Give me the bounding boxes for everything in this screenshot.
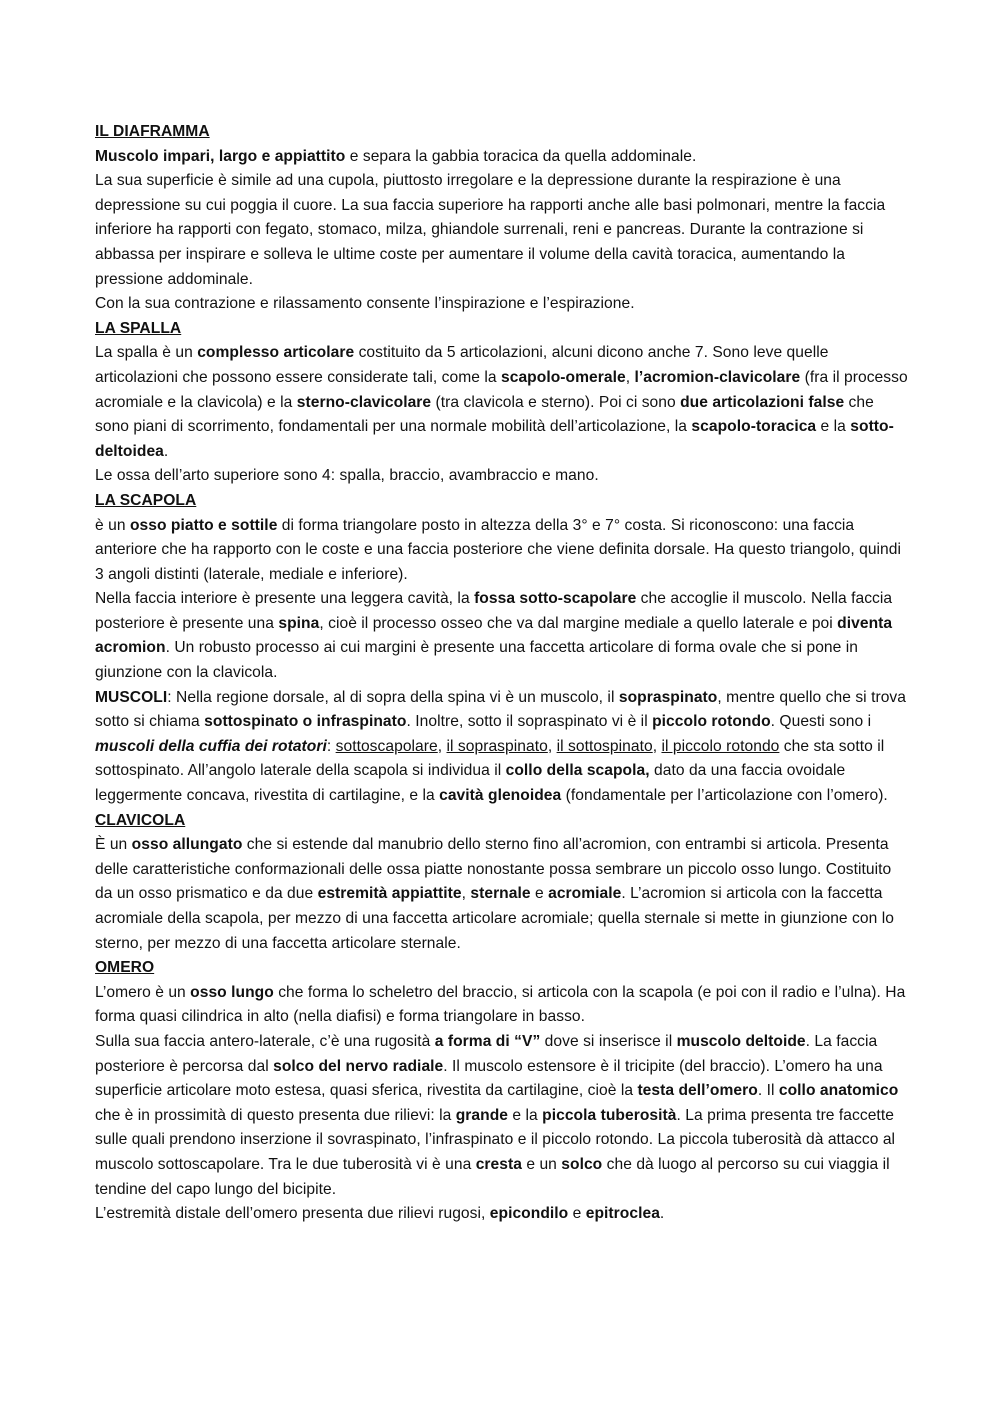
paragraph bbox=[95, 514, 910, 588]
bold-term: collo anatomico bbox=[778, 1082, 899, 1100]
section-heading: LA SPALLA bbox=[95, 319, 182, 337]
bold-term: cresta bbox=[475, 1155, 522, 1173]
bold-term: osso piatto e sottile bbox=[129, 516, 278, 534]
bold-term: acromiale bbox=[548, 885, 622, 903]
bold-term: testa dell’omero bbox=[637, 1082, 758, 1100]
paragraph bbox=[95, 292, 910, 317]
text-run: . bbox=[659, 1205, 665, 1223]
text-run: . Il muscolo estensore è il tricipite (del braccio). L’omero ha una superficie articolare moto estesa, quasi sferica, rivestita da cartilagine, cioè la bbox=[95, 1057, 883, 1100]
bold-term: solco bbox=[561, 1155, 603, 1173]
text-run: : bbox=[326, 737, 336, 755]
text-run: . Un robusto processo ai cui margini è presente una faccetta articolare di forma ovale che si pone in giunzione con la clavicola. bbox=[95, 639, 859, 682]
bold-term: piccola tuberosità bbox=[542, 1106, 677, 1124]
bold-term: scapolo-omerale bbox=[501, 368, 626, 386]
bold-term: cavità glenoidea bbox=[439, 787, 562, 805]
bold-term: osso lungo bbox=[190, 983, 274, 1001]
text-run: dato da una faccia ovoidale leggermente concava, rivestita di cartilagine, e la bbox=[95, 762, 846, 805]
text-run: Sulla sua faccia antero-laterale, c’è una rugosità bbox=[95, 1032, 435, 1050]
bold-term: fossa sotto-scapolare bbox=[474, 590, 637, 608]
text-run: , bbox=[652, 737, 662, 755]
paragraph bbox=[95, 464, 910, 489]
text-run: . Inoltre, sotto il sopraspinato vi è il bbox=[406, 713, 653, 731]
text-run: che sono piani di scorrimento, fondamentali per una normale mobilità dell’articolazione, la bbox=[95, 393, 874, 436]
text-run: è un bbox=[95, 516, 130, 534]
bold-term: complesso articolare bbox=[197, 344, 355, 362]
text-run: : Nella regione dorsale, al di sopra della spina vi è un muscolo, il bbox=[167, 688, 619, 706]
bold-term: sterno-clavicolare bbox=[296, 393, 432, 411]
paragraph bbox=[95, 587, 910, 685]
text-run: , cioè il processo osseo che va dal margine mediale a quello laterale e poi bbox=[319, 614, 838, 632]
bold-term: collo della scapola, bbox=[505, 762, 650, 780]
text-run: e bbox=[530, 885, 549, 903]
section bbox=[95, 956, 910, 1227]
text-run: Le ossa dell’arto superiore sono 4: spalla, braccio, avambraccio e mano. bbox=[95, 467, 599, 485]
bold-term: osso allungato bbox=[131, 836, 243, 854]
bold-term: sopraspinato bbox=[618, 688, 718, 706]
text-run: La spalla è un bbox=[95, 344, 198, 362]
bold-term: epicondilo bbox=[489, 1205, 569, 1223]
text-run: . bbox=[163, 442, 169, 460]
underlined-term: il sopraspinato bbox=[446, 737, 548, 755]
bold-term: estremità appiattite bbox=[317, 885, 462, 903]
text-run: , bbox=[625, 368, 635, 386]
text-run: (fra il processo acromiale e la clavicola) e la bbox=[95, 368, 908, 411]
text-run: . La faccia posteriore è percorsa dal bbox=[95, 1032, 878, 1075]
section-heading: CLAVICOLA bbox=[95, 811, 186, 829]
text-run: La sua superficie è simile ad una cupola, piuttosto irregolare e la depressione durante la respirazione è una depressione su cui poggia il cuore. La sua faccia superiore ha rapporti anche alle basi polmonari, mentre la faccia inferiore ha rapporti con fegato, stomaco, milza, ghiandole surrenali, reni e pancreas. Durante la contrazione si abbassa per inspirare e solleva le ultime coste per aumentare il volume della cavità toracica, aumentando la pressione addominale. bbox=[95, 172, 886, 288]
bold-term: solco del nervo radiale bbox=[273, 1057, 444, 1075]
text-run: Con la sua contrazione e rilassamento consente l’inspirazione e l’espirazione. bbox=[95, 295, 635, 313]
text-run: Nella faccia interiore è presente una leggera cavità, la bbox=[95, 590, 475, 608]
paragraph bbox=[95, 1030, 910, 1202]
section-heading: IL DIAFRAMMA bbox=[95, 123, 210, 140]
text-run: che sta sotto il sottospinato. All’angolo laterale della scapola si individua il bbox=[95, 737, 885, 780]
bold-term: grande bbox=[455, 1106, 509, 1124]
bold-term: due articolazioni false bbox=[680, 393, 845, 411]
text-run: , bbox=[437, 737, 447, 755]
bold-term: spina bbox=[278, 614, 320, 632]
text-run: che è in prossimità di questo presenta due rilievi: la bbox=[95, 1106, 456, 1124]
paragraph bbox=[95, 169, 910, 292]
underlined-term: il sottospinato bbox=[556, 737, 653, 755]
text-run: . Questi sono i bbox=[770, 713, 872, 731]
text-run: . La prima presenta tre faccette sulle quali prendono inserzione il sovraspinato, l’infraspinato e il piccolo rotondo. La piccola tuberosità dà attacco al muscolo sottoscapolare. Tra le due tuberosità vi è una bbox=[95, 1106, 896, 1173]
text-run: dove si inserisce il bbox=[540, 1032, 677, 1050]
text-run: , bbox=[461, 885, 471, 903]
underlined-term: il piccolo rotondo bbox=[661, 737, 780, 755]
text-run: che accoglie il muscolo. Nella faccia posteriore è presente una bbox=[95, 590, 893, 632]
bold-term: piccolo rotondo bbox=[652, 713, 771, 731]
text-run: . L’acromion si articola con la faccetta acromiale della scapola, per mezzo di una faccetta articolare acromiale; quella sternale si mette in giunzione con lo sterno, per mezzo di una faccetta articolare sternale. bbox=[95, 885, 894, 952]
text-run: che dà luogo al percorso su cui viaggia il tendine del capo lungo del bicipite. bbox=[95, 1155, 890, 1198]
text-run: , mentre quello che si trova sotto si chiama bbox=[95, 688, 906, 731]
text-run: costituito da 5 articolazioni, alcuni dicono anche 7. Sono leve quelle articolazioni che possono essere considerate tali, come la bbox=[95, 344, 829, 386]
bold-term: MUSCOLI bbox=[95, 688, 168, 706]
paragraph bbox=[95, 833, 910, 956]
section-heading: LA SCAPOLA bbox=[95, 491, 197, 509]
text-run: , bbox=[547, 737, 557, 755]
paragraph bbox=[95, 686, 910, 809]
text-run: e separa la gabbia toracica da quella addominale. bbox=[345, 147, 697, 165]
text-run: . Il bbox=[757, 1082, 779, 1100]
text-run: di forma triangolare posto in altezza della 3° e 7° costa. Si riconoscono: una faccia anteriore che ha rapporto con le coste e una faccia posteriore che viene definita dorsale. Ha questo triangolo, quindi 3 angoli distinti (laterale, mediale e inferiore). bbox=[95, 516, 902, 583]
text-run: L’estremità distale dell’omero presenta due rilievi rugosi, bbox=[95, 1205, 490, 1223]
text-run: L’omero è un bbox=[95, 983, 191, 1001]
text-run: (fondamentale per l’articolazione con l’omero). bbox=[561, 787, 888, 805]
text-run: e la bbox=[816, 418, 851, 436]
section bbox=[95, 489, 910, 809]
section-heading: OMERO bbox=[95, 959, 155, 977]
bold-term: scapolo-toracica bbox=[691, 418, 817, 436]
text-run: che forma lo scheletro del braccio, si articola con la scapola (e poi con il radio e l’ulna). Ha forma quasi cilindrica in alto (nella diafisi) e forma triangolare in basso. bbox=[95, 983, 906, 1026]
text-run: e la bbox=[508, 1106, 543, 1124]
section bbox=[95, 120, 910, 317]
bold-term: sternale bbox=[470, 885, 531, 903]
bold-term: epitroclea bbox=[585, 1205, 660, 1223]
text-run: e un bbox=[521, 1155, 562, 1173]
text-run: e bbox=[568, 1205, 586, 1223]
section bbox=[95, 317, 910, 489]
underlined-term: sottoscapolare bbox=[335, 737, 438, 755]
paragraph bbox=[95, 145, 910, 170]
paragraph bbox=[95, 981, 910, 1030]
bold-term: l’acromion-clavicolare bbox=[634, 368, 801, 386]
section bbox=[95, 809, 910, 957]
document-page bbox=[95, 120, 910, 1227]
bold-term: a forma di “V” bbox=[434, 1032, 541, 1050]
text-run: che si estende dal manubrio dello sterno fino all’acromion, con entrambi si articola. Presenta delle caratteristiche conformazionali delle ossa piatte nonostante possa sembrare un piccolo osso lungo. Costituito da un osso prismatico e da due bbox=[95, 836, 892, 903]
bold-term: sottospinato o infraspinato bbox=[204, 713, 407, 731]
bold-term: muscolo deltoide bbox=[676, 1032, 806, 1050]
bold-term: Muscolo impari, largo e appiattito bbox=[95, 147, 346, 165]
paragraph bbox=[95, 1202, 910, 1227]
bold-italic-term: muscoli della cuffia dei rotatori bbox=[95, 737, 327, 755]
text-run: (tra clavicola e sterno). Poi ci sono bbox=[431, 393, 681, 411]
text-run: È un bbox=[95, 836, 132, 854]
bold-term: sotto-deltoidea bbox=[95, 418, 894, 460]
bold-term: diventa acromion bbox=[95, 614, 893, 657]
paragraph bbox=[95, 341, 910, 464]
